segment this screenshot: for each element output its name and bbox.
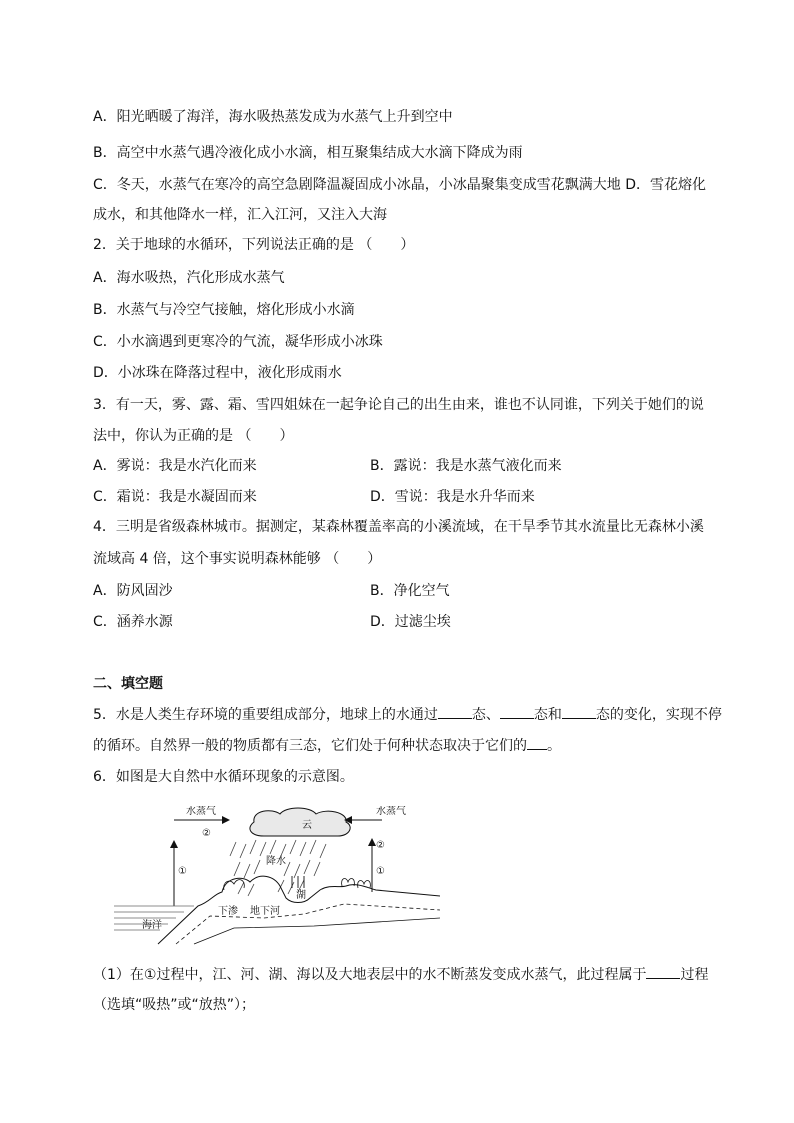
label-num2-right: ② <box>376 840 385 851</box>
q1-option-a: A．阳光晒暖了海洋，海水吸热蒸发成为水蒸气上升到空中 <box>93 109 453 125</box>
q1-option-b: B．高空中水蒸气遇冷液化成小水滴，相互聚集结成大水滴下降成为雨 <box>93 145 523 161</box>
cloud-shape <box>250 808 350 836</box>
q3-stem-line2: 法中，你认为正确的是 （ ） <box>93 428 294 444</box>
q5-blank-1[interactable] <box>438 706 472 719</box>
q5-text-2: 态、 <box>471 707 500 723</box>
rise-arrowhead-right <box>368 838 376 846</box>
q4-option-c: C．涵养水源 <box>93 614 173 630</box>
q5-text-5: 的循环。自然界一般的物质都有三态，它们处于何种状态取决于它们的 <box>93 738 527 754</box>
q5-line2 <box>93 737 561 755</box>
label-seep: 下渗 <box>218 906 238 917</box>
q2-option-b: B．水蒸气与冷空气接触，熔化形成小水滴 <box>93 302 355 318</box>
q5-blank-4[interactable] <box>527 737 547 750</box>
q2-option-a: A．海水吸热，汽化形成水蒸气 <box>93 270 285 286</box>
q5-blank-2[interactable] <box>500 706 534 719</box>
label-lake: 湖 <box>296 890 306 901</box>
bedrock-layer <box>194 918 440 944</box>
water-cycle-svg <box>114 806 440 946</box>
q2-option-d: D．小冰珠在降落过程中，液化形成雨水 <box>93 365 342 381</box>
q4-option-b: B．净化空气 <box>370 583 450 599</box>
q3-option-a: A．雾说：我是水汽化而来 <box>93 458 257 474</box>
q1-option-c-line2: 成水，和其他降水一样，汇入江河，又注入大海 <box>93 207 387 223</box>
q6-sub1-line1 <box>93 966 708 984</box>
rise-arrowhead-left <box>170 840 178 848</box>
q2-stem: 2．关于地球的水循环，下列说法正确的是 （ ） <box>93 237 415 253</box>
q2-option-c: C．小水滴遇到更寒冷的气流，凝华形成小冰珠 <box>93 334 383 350</box>
q3-option-c: C．霜说：我是水凝固而来 <box>93 489 257 505</box>
label-rain: 降水 <box>266 856 286 867</box>
vegetation <box>224 879 371 890</box>
q6-sub1-text-2: 过程 <box>680 967 709 983</box>
q4-option-a: A．防风固沙 <box>93 583 173 599</box>
q6-stem: 6．如图是大自然中水循环现象的示意图。 <box>93 769 354 785</box>
q6-sub1-text-1: （1）在①过程中，江、河、湖、海以及大地表层中的水不断蒸发变成水蒸气，此过程属于 <box>93 967 647 983</box>
label-num1-left: ① <box>178 866 187 877</box>
q5-text-4: 态的变化，实现不停 <box>595 707 722 723</box>
land-surface <box>158 876 440 944</box>
q5-text-6: 。 <box>547 738 561 754</box>
q3-stem-line1: 3．有一天，雾、露、霜、雪四姐妹在一起争论自己的出生由来，谁也不认同谁，下列关于她们的说 <box>93 397 704 413</box>
q6-sub1-line2: （选填“吸热”或“放热”）； <box>93 997 256 1013</box>
section-heading-fill-in: 二、填空题 <box>93 676 163 692</box>
groundwater-layer <box>176 904 440 944</box>
q4-stem-line1: 4．三明是省级森林城市。据测定，某森林覆盖率高的小溪流域，在干旱季节其水流量比无森林小溪 <box>93 519 704 535</box>
q3-option-b: B．露说：我是水蒸气液化而来 <box>370 458 562 474</box>
label-cloud: 云 <box>302 820 312 831</box>
q6-sub1-blank[interactable] <box>646 966 680 979</box>
q5-line1 <box>93 706 722 724</box>
label-underground-river: 地下河 <box>250 906 280 917</box>
label-vapor-right: 水蒸气 <box>376 806 406 817</box>
vapor-arrowhead-left <box>222 816 230 824</box>
q4-option-d: D．过滤尘埃 <box>370 614 451 630</box>
q4-stem-line2: 流域高 4 倍，这个事实说明森林能够 （ ） <box>93 551 382 567</box>
q5-blank-3[interactable] <box>562 706 596 719</box>
q5-text-1: 5．水是人类生存环境的重要组成部分，地球上的水通过 <box>93 707 438 723</box>
q3-option-d: D．雪说：我是水升华而来 <box>370 489 535 505</box>
q5-text-3: 态和 <box>533 707 562 723</box>
label-ocean: 海洋 <box>142 920 162 931</box>
label-num2-left: ② <box>202 828 211 839</box>
q1-option-c-line1: C．冬天，水蒸气在寒冷的高空急剧降温凝固成小冰晶，小冰晶聚集变成雪花飘满大地 D．雪花熔化 <box>93 177 707 193</box>
water-cycle-diagram <box>114 806 440 946</box>
label-vapor-left: 水蒸气 <box>186 806 216 817</box>
label-num1-right: ① <box>376 866 385 877</box>
